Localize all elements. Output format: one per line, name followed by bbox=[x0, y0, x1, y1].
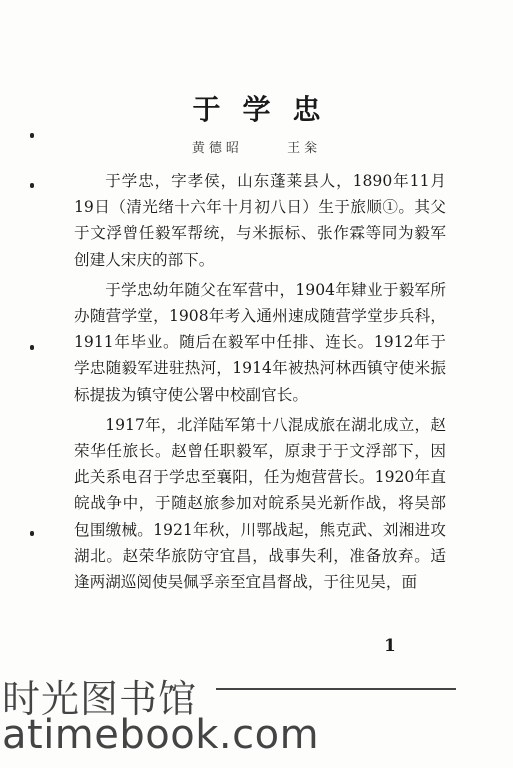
watermark-site-name: 时光图书馆 bbox=[2, 677, 198, 721]
author-line bbox=[0, 137, 513, 156]
scan-speck bbox=[30, 183, 34, 188]
paragraph: 1917年，北洋陆军第十八混成旅在湖北成立，赵荣华任旅长。赵曾任职毅军，原隶于于文浮部下，因此关系电召于学忠至襄阳，任为炮营营长。1920年直皖战争中，于随赵旅参加对皖系吴光新作战，将吴部包围缴械。1921年秋，川鄂战起，熊克武、刘湘进攻湖北。赵荣华旅防守宜昌，战事失利，准备放弃。适逢两湖巡阅使吴佩孚亲至宜昌督战，于往见吴，面 bbox=[74, 415, 446, 592]
author-name: 黄德昭 bbox=[191, 141, 243, 156]
scan-speck bbox=[30, 133, 34, 138]
watermark-site-url: atimebook.com bbox=[2, 712, 320, 758]
watermark-divider bbox=[216, 688, 456, 690]
scan-speck bbox=[30, 345, 34, 350]
paragraph: 于学忠幼年随父在军营中，1904年肄业于毅军所办随营学堂，1908年考入通州速成随营学堂步兵科，1911年毕业。随后在毅军中任排、连长。1912年于学忠随毅军进驻热河，1914年被热河林西镇守使米振标提拔为镇守使公署中校副官长。 bbox=[74, 280, 446, 404]
page-number: 1 bbox=[384, 636, 396, 656]
paragraph: 于学忠，字孝侯，山东蓬莱县人，1890年11月19日（清光绪十六年十月初八日）生于旅顺①。其父于文浮曾任毅军帮统，与米振标、张作霖等同为毅军创建人宋庆的部下。 bbox=[74, 172, 446, 269]
author-name: 王枀 bbox=[287, 141, 322, 156]
body-text bbox=[74, 168, 446, 599]
page-title: 于学忠 bbox=[192, 93, 343, 126]
scan-speck bbox=[30, 531, 34, 536]
